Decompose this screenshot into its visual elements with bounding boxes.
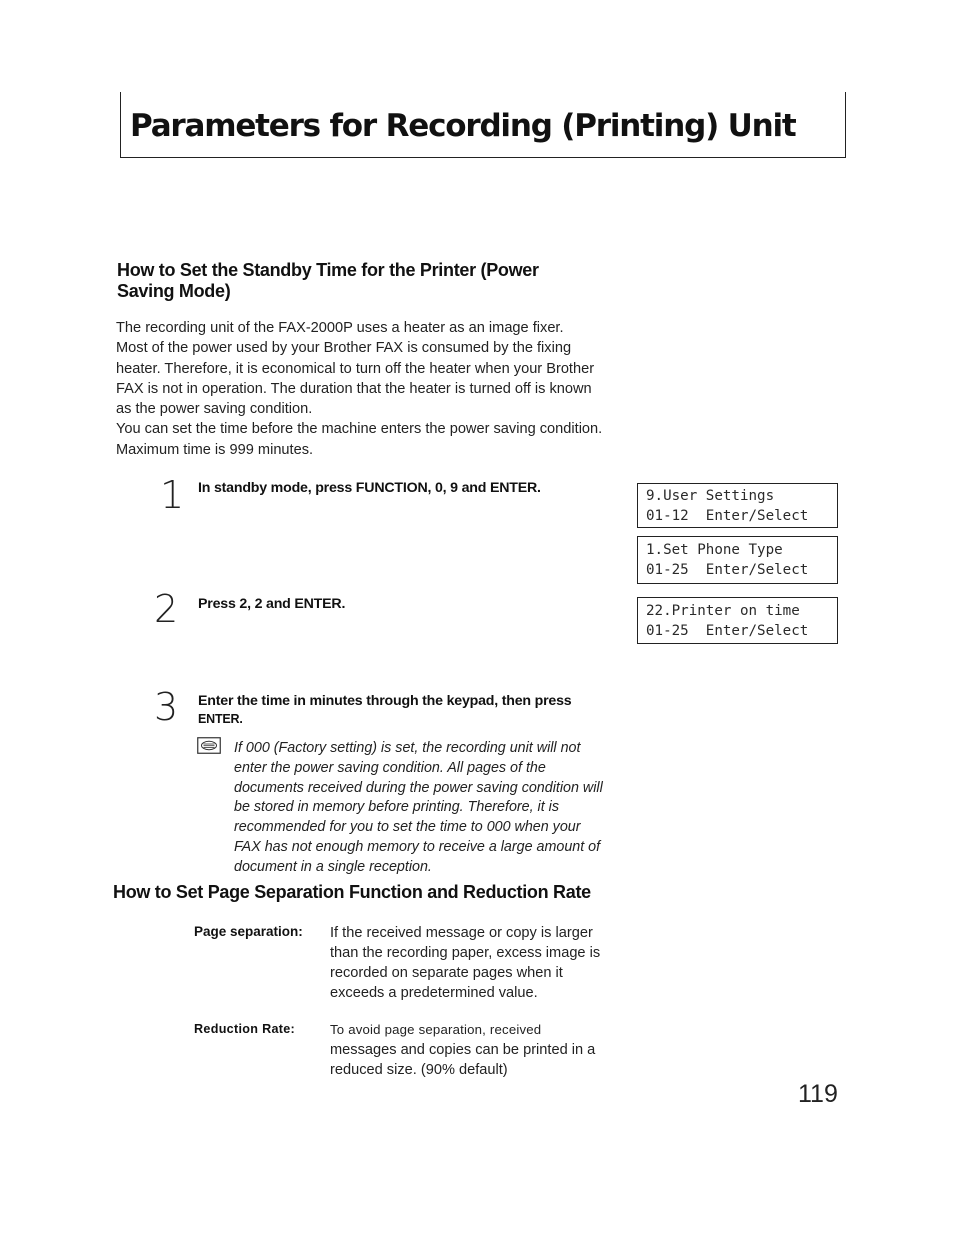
lcd-line: 22.Printer on time <box>646 603 800 619</box>
page-title: Parameters for Recording (Printing) Unit <box>130 108 796 144</box>
definition-body-line: To avoid page separation, received <box>330 1022 542 1037</box>
lcd-line: 01-25 Enter/Select <box>646 562 809 578</box>
step-number: 1 <box>160 473 185 517</box>
step-instruction: Press 2, 2 and ENTER. <box>198 596 346 612</box>
lcd-line: 9.User Settings <box>646 488 775 504</box>
definition-body <box>330 1020 605 1080</box>
lcd-line: 1.Set Phone Type <box>646 542 783 558</box>
note-text: If 000 (Factory setting) is set, the recording unit will not enter the power saving condition. All pages of the documents received during the power saving condition will be stored in memory before printing. Therefore, it is recommended for you to set the time to 000 when your FAX has not enough memory to receive a large amount of document in a single reception. <box>234 740 603 875</box>
definition-body: If the received message or copy is larger than the recording paper, excess image is recorded on separate pages when it exceeds a predetermined value. <box>330 925 601 1001</box>
step-instruction <box>198 692 608 728</box>
step-instruction-line: ENTER. <box>198 712 243 726</box>
page-number: 119 <box>798 1080 838 1108</box>
lcd-line: 01-25 Enter/Select <box>646 623 809 639</box>
definition-term: Page separation: <box>194 924 303 939</box>
lcd-display <box>637 597 838 644</box>
lcd-display <box>637 483 838 528</box>
section-heading-standby-time: How to Set the Standby Time for the Printer (Power Saving Mode) <box>117 260 539 301</box>
step-instruction-line: Enter the time in minutes through the keypad, then press <box>198 693 572 709</box>
note-icon <box>197 737 221 754</box>
step-number: 2 <box>154 587 179 631</box>
lcd-line: 01-12 Enter/Select <box>646 508 809 524</box>
step-number: 3 <box>154 685 179 729</box>
lcd-display <box>637 536 838 584</box>
intro-paragraph: The recording unit of the FAX-2000P uses a heater as an image fixer. <box>116 320 564 336</box>
definition-body-line: messages and copies can be printed in a reduced size. (90% default) <box>330 1042 596 1078</box>
intro-paragraph: You can set the time before the machine enters the power saving condition. Maximum time is 999 minutes. <box>116 421 603 458</box>
step-instruction: In standby mode, press FUNCTION, 0, 9 and ENTER. <box>198 480 541 496</box>
section-heading-page-separation: How to Set Page Separation Function and Reduction Rate <box>113 882 591 902</box>
definition-term: Reduction Rate: <box>194 1022 296 1036</box>
intro-paragraph: Most of the power used by your Brother FAX is consumed by the fixing heater. Therefore, it is economical to turn off the heater when your Brother FAX is not in operation. The duration that the heater is turned off is known as the power saving condition. <box>116 340 595 418</box>
intro-text <box>116 318 606 460</box>
